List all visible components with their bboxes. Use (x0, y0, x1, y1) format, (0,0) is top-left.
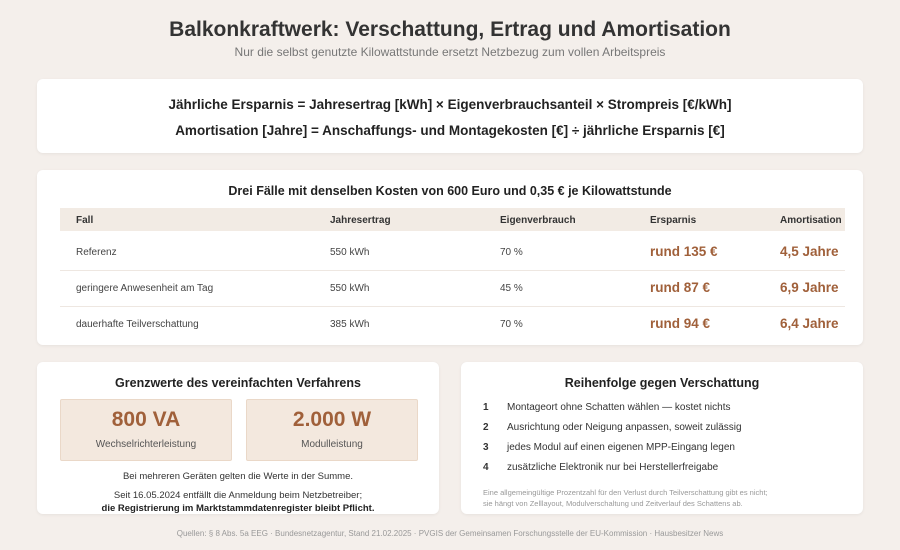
table-header (60, 208, 845, 231)
cell-amortisation: 4,5 Jahre (780, 244, 839, 259)
cell-fall: dauerhafte Teilverschattung (76, 319, 199, 330)
registration-note-bold: die Registrierung im Marktstammdatenregister bleibt Pflicht. (101, 503, 375, 514)
step-text: zusätzliche Elektronik nur bei Herstellerfreigabe (507, 462, 719, 473)
savings-formula: Jährliche Ersparnis = Jahresertrag [kWh] × Eigenverbrauchsanteil × Strompreis [€/kWh] (168, 97, 732, 112)
cell-amortisation: 6,4 Jahre (780, 316, 839, 331)
step-number: 2 (483, 422, 489, 433)
limits-sum-note: Bei mehreren Geräten gelten die Werte in der Summe. (122, 471, 354, 482)
cell-eigenverbrauch: 70 % (500, 319, 523, 330)
order-title: Reihenfolge gegen Verschattung (564, 376, 760, 390)
formula-card (37, 79, 863, 153)
col-header-amortisation: Amortisation (780, 215, 842, 226)
sources-footer: Quellen: § 8 Abs. 5a EEG · Bundesnetzagentur, Stand 21.02.2025 · PVGIS der Gemeinsamen Forschungsstelle der EU-Kommission · Hausbesitzer News (176, 529, 724, 538)
inverter-limit-value: 800 VA (111, 408, 181, 431)
col-header-fall: Fall (76, 215, 94, 226)
step-text: Ausrichtung oder Neigung anpassen, soweit zulässig (507, 422, 742, 433)
cell-ersparnis: rund 87 € (650, 280, 711, 295)
table-row (60, 306, 845, 342)
col-header-ersparnis: Ersparnis (650, 215, 697, 226)
table-title: Drei Fälle mit denselben Kosten von 600 Euro und 0,35 € je Kilowattstunde (228, 184, 672, 198)
step-number: 4 (483, 462, 489, 473)
limits-title: Grenzwerte des vereinfachten Verfahrens (115, 376, 361, 390)
module-limit-label: Modulleistung (301, 439, 363, 450)
step-text: jedes Modul auf einen eigenen MPP-Eingang legen (507, 442, 735, 453)
shading-footnote-2: sie hängt von Zelllayout, Modulverschaltung und Zeitverlauf des Schattens ab. (483, 499, 743, 508)
cell-fall: Referenz (76, 247, 117, 258)
inverter-limit-box (60, 399, 232, 461)
cases-table-card (37, 170, 863, 345)
step-text: Montageort ohne Schatten wählen — kostet nichts (507, 402, 731, 413)
cell-jahresertrag: 550 kWh (330, 283, 370, 294)
cell-jahresertrag: 385 kWh (330, 319, 370, 330)
module-limit-value: 2.000 W (292, 408, 372, 431)
page-subtitle: Nur die selbst genutzte Kilowattstunde ersetzt Netzbezug zum vollen Arbeitspreis (234, 45, 666, 59)
amortization-formula: Amortisation [Jahre] = Anschaffungs- und Montagekosten [€] ÷ jährliche Ersparnis [€] (175, 123, 725, 138)
shading-order-card (461, 362, 863, 514)
shading-footnote: Eine allgemeingültige Prozentzahl für den Verlust durch Teilverschattung gibt es nicht; (483, 488, 768, 497)
limits-card (37, 362, 439, 514)
module-limit-box (246, 399, 418, 461)
cell-amortisation: 6,9 Jahre (780, 280, 839, 295)
col-header-eigenverbrauch: Eigenverbrauch (500, 215, 576, 226)
cell-fall: geringere Anwesenheit am Tag (76, 283, 214, 294)
step-number: 3 (483, 442, 489, 453)
cell-eigenverbrauch: 70 % (500, 247, 523, 258)
page-title: Balkonkraftwerk: Verschattung, Ertrag und Amortisation (169, 18, 731, 41)
table-row (60, 270, 845, 307)
col-header-jahresertrag: Jahresertrag (330, 215, 391, 226)
table-row (60, 234, 845, 271)
step-number: 1 (483, 402, 489, 413)
cell-jahresertrag: 550 kWh (330, 247, 370, 258)
cell-ersparnis: rund 135 € (650, 244, 718, 259)
cell-eigenverbrauch: 45 % (500, 283, 523, 294)
inverter-limit-label: Wechselrichterleistung (95, 439, 197, 450)
cell-ersparnis: rund 94 € (650, 316, 711, 331)
registration-note: Seit 16.05.2024 entfällt die Anmeldung beim Netzbetreiber; (113, 490, 363, 501)
